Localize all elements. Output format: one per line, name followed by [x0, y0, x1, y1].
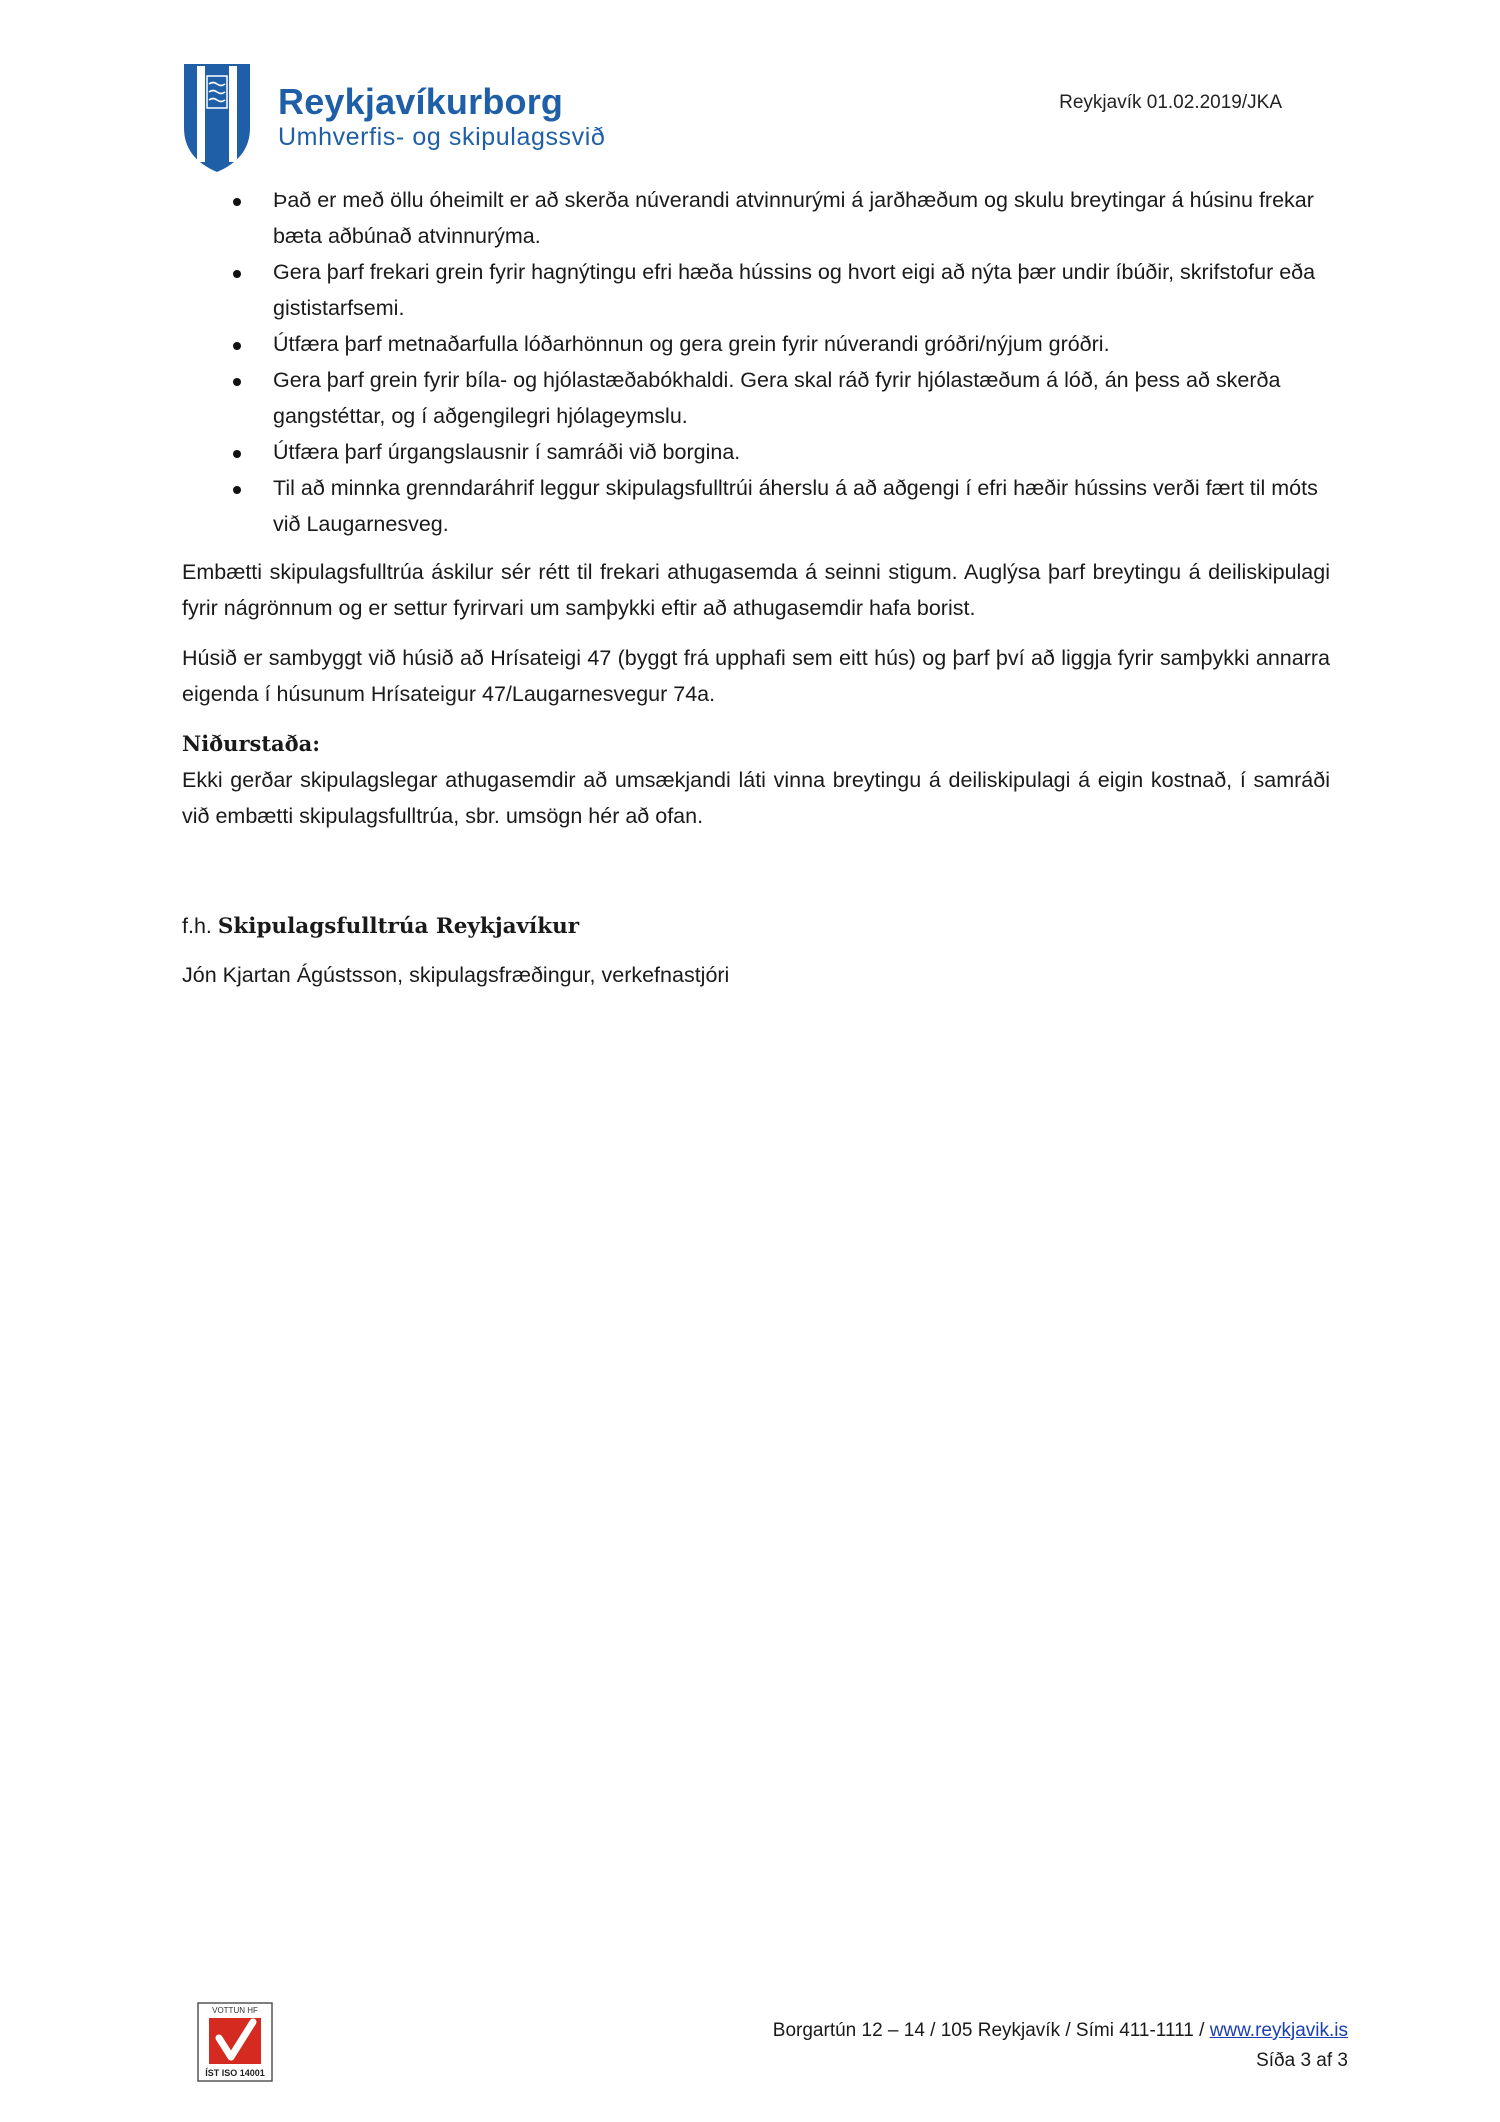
page-footer [773, 2016, 1348, 2076]
list-item [182, 362, 1330, 434]
list-item-text: Gera þarf frekari grein fyrir hagnýtingu efri hæða hússins og hvort eigi að nýta þær undir íbúðir, skrifstofur eða gististarfsemi. [273, 260, 1316, 320]
document-date-reference: Reykjavík 01.02.2019/JKA [1059, 92, 1282, 113]
bullet-icon [233, 198, 241, 206]
organization-name: Reykjavíkurborg [278, 81, 564, 122]
bullet-icon [233, 270, 241, 278]
organization-header [278, 82, 605, 152]
list-item [182, 326, 1330, 362]
ownership-paragraph: Húsið er sambyggt við húsið að Hrísateigi 47 (byggt frá upphafi sem eitt hús) og þarf því að liggja fyrir samþykki annarra eigenda í húsunum Hrísateigur 47/Laugarnesvegur 74a. [182, 646, 1330, 706]
footer-contact-line [773, 2016, 1348, 2046]
signatory-name: Jón Kjartan Ágústsson, skipulagsfræðingur, verkefnastjóri [182, 963, 730, 987]
website-link[interactable]: www.reykjavik.is [1209, 2020, 1348, 2041]
list-item-text: Útfæra þarf úrgangslausnir í samráði við borgina. [273, 440, 741, 464]
bullet-icon [233, 378, 241, 386]
list-item-text: Gera þarf grein fyrir bíla- og hjólastæðabókhaldi. Gera skal ráð fyrir hjólastæðum á lóð, án þess að skerða gangstéttar, og í aðgengilegri hjólageymslu. [273, 368, 1281, 428]
letter-body [182, 182, 1330, 993]
reykjavik-coat-of-arms-icon [182, 62, 252, 174]
bullet-icon [233, 486, 241, 494]
bullet-icon [233, 450, 241, 458]
list-item [182, 434, 1330, 470]
reservation-paragraph: Embætti skipulagsfulltrúa áskilur sér rétt til frekari athugasemda á seinni stigum. Auglýsa þarf breytingu á deiliskipulagi fyrir nágrönnum og er settur fyrirvari um samþykki eftir að athugasemdir hafa borist. [182, 560, 1330, 620]
list-item-text: Til að minnka grenndaráhrif leggur skipulagsfulltrúi áherslu á að aðgengi í efri hæðir hússins verði fært til móts við Laugarnesveg. [273, 476, 1318, 536]
list-item [182, 182, 1330, 254]
conclusion-text: Ekki gerðar skipulagslegar athugasemdir að umsækjandi láti vinna breytingu á deiliskipulagi á eigin kostnað, í samráði við embætti skipulagsfulltrúa, sbr. umsögn hér að ofan. [182, 768, 1330, 828]
signature-prefix: f.h. [182, 914, 212, 938]
cert-top-label: VOTTUN HF [212, 2006, 258, 2015]
organization-department: Umhverfis- og skipulagssvið [278, 123, 606, 151]
signature-block [182, 908, 1330, 945]
bullet-icon [233, 342, 241, 350]
signature-organization: Skipulagsfulltrúa Reykjavíkur [217, 914, 580, 939]
requirements-list [182, 182, 1330, 542]
list-item-text: Útfæra þarf metnaðarfulla lóðarhönnun og gera grein fyrir núverandi gróðri/nýjum gróðri. [273, 332, 1110, 356]
list-item [182, 470, 1330, 542]
list-item [182, 254, 1330, 326]
cert-bottom-label: ÍST ISO 14001 [205, 2068, 265, 2078]
page-number: Síða 3 af 3 [1256, 2050, 1348, 2071]
footer-address: Borgartún 12 – 14 / 105 Reykjavík / Sími 411-1111 / [772, 2020, 1210, 2041]
list-item-text: Það er með öllu óheimilt er að skerða núverandi atvinnurými á jarðhæðum og skulu breytingar á húsinu frekar bæta aðbúnað atvinnurýma. [273, 188, 1314, 248]
conclusion-heading: Niðurstaða: [182, 731, 321, 756]
iso-certification-icon [197, 2002, 273, 2082]
